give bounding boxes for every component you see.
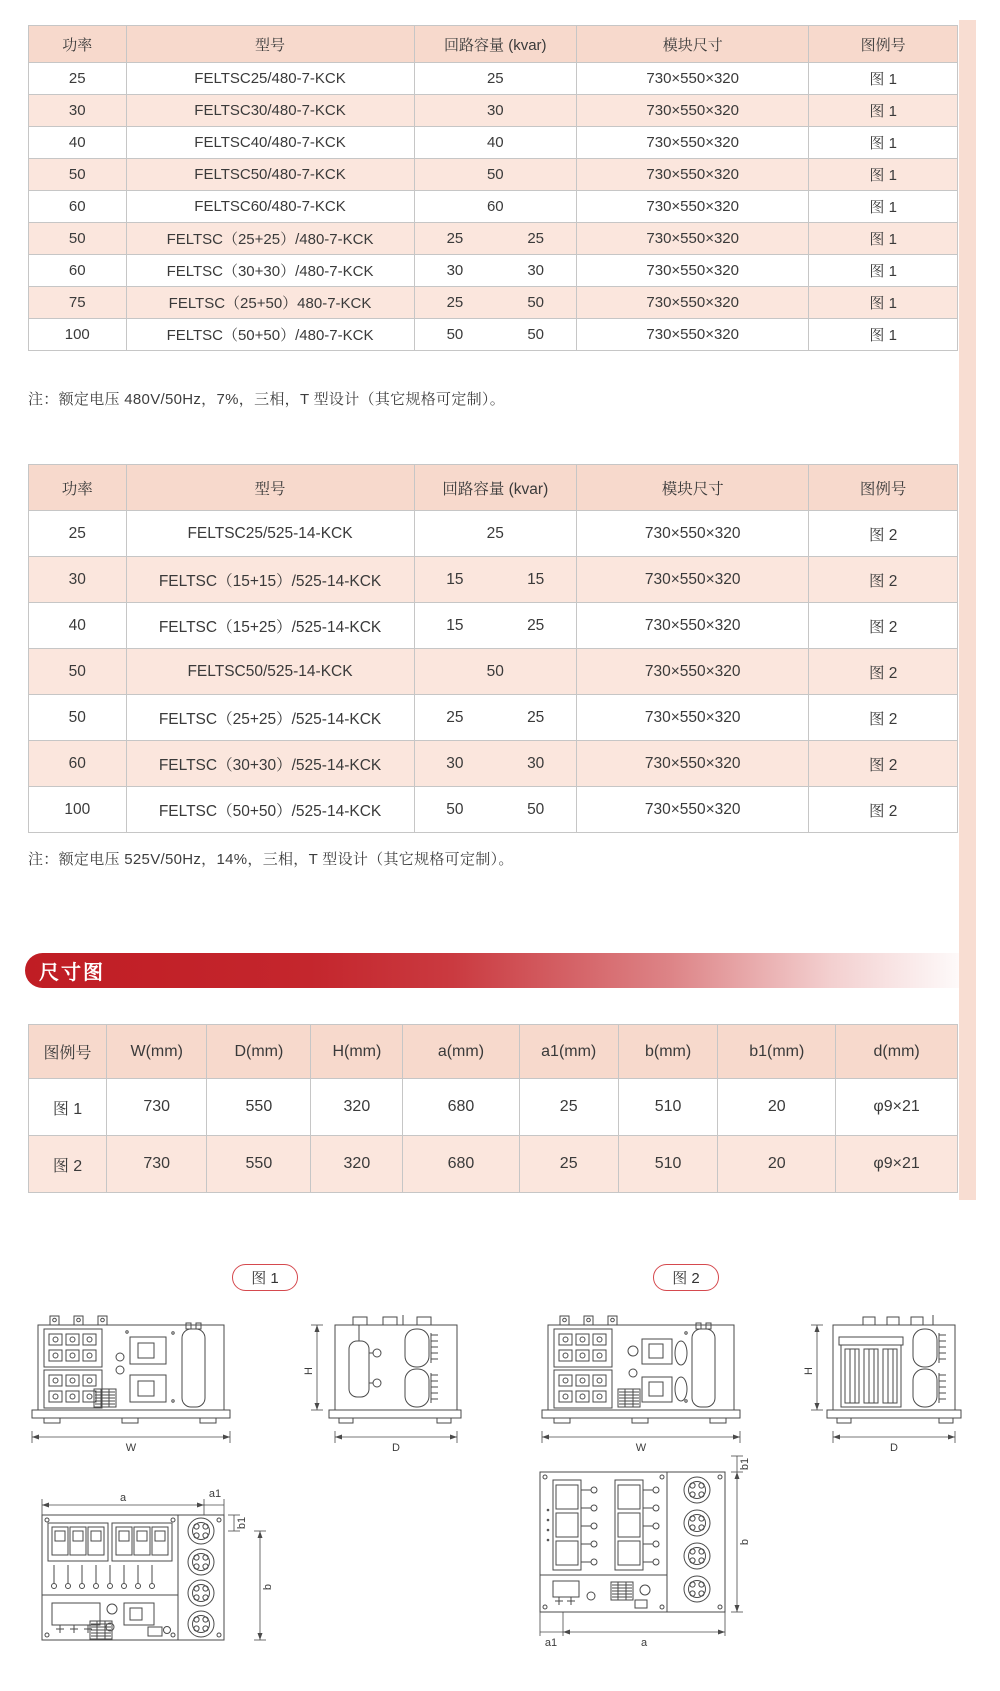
- capacity-cell: [414, 287, 577, 319]
- size-cell: 730×550×320: [577, 127, 809, 159]
- table-row: [29, 223, 958, 255]
- capacity-value: 25: [527, 230, 545, 247]
- dim-table-body: [29, 1079, 958, 1193]
- dim-value-cell: 510: [618, 1079, 717, 1136]
- table1-body: [29, 63, 958, 351]
- dim-label-b1: b1: [236, 1516, 248, 1530]
- capacity-value: 30: [446, 262, 464, 279]
- spec-table-480v: [28, 25, 958, 351]
- power-cell: 50: [29, 159, 127, 191]
- figure-cell: 图 2: [809, 695, 958, 741]
- note-525v: 注：额定电压 525V/50Hz，14%，三相，T 型设计（其它规格可定制）。: [28, 851, 514, 868]
- capacity-values: [415, 663, 577, 681]
- table-header-row: [29, 26, 958, 63]
- model-cell: FELTSC50/525-14-KCK: [126, 649, 414, 695]
- figure-cell: 图 2: [809, 603, 958, 649]
- capacity-cell: [414, 159, 577, 191]
- col-header-b1: b1(mm): [718, 1025, 836, 1079]
- col-header-a: a(mm): [403, 1025, 519, 1079]
- figure-cell: 图 1: [809, 63, 958, 95]
- capacity-value: 30: [527, 754, 545, 772]
- model-cell: FELTSC25/525-14-KCK: [126, 511, 414, 557]
- dim-value-cell: 730: [107, 1136, 207, 1193]
- capacity-values: [415, 70, 577, 87]
- dim-value-cell: 320: [311, 1079, 403, 1136]
- capacity-value: 30: [486, 102, 504, 119]
- fig2-front-view-drawing: [540, 1315, 755, 1455]
- col-header-dd: d(mm): [836, 1025, 958, 1079]
- size-cell: 730×550×320: [577, 511, 809, 557]
- page-edge-strip: [959, 20, 976, 1200]
- dim-value-cell: 730: [107, 1079, 207, 1136]
- power-cell: 40: [29, 127, 127, 159]
- size-cell: 730×550×320: [577, 287, 809, 319]
- fig2-side-view-drawing: [805, 1315, 975, 1455]
- size-cell: 730×550×320: [577, 741, 809, 787]
- power-cell: 100: [29, 319, 127, 351]
- capacity-cell: [414, 511, 577, 557]
- capacity-cell: [414, 63, 577, 95]
- model-cell: FELTSC（25+25）/480-7-KCK: [126, 223, 414, 255]
- figure1-label: 图 1: [251, 1270, 279, 1287]
- dim-label-h: H: [303, 1367, 315, 1375]
- col-header-capacity: 回路容量 (kvar): [414, 465, 577, 511]
- section-banner: [25, 953, 975, 988]
- capacity-value: 25: [486, 524, 504, 542]
- table-row: [29, 127, 958, 159]
- table-header-row: [29, 465, 958, 511]
- power-cell: 50: [29, 649, 127, 695]
- model-cell: FELTSC（25+25）/525-14-KCK: [126, 695, 414, 741]
- model-cell: FELTSC（15+15）/525-14-KCK: [126, 557, 414, 603]
- size-cell: 730×550×320: [577, 603, 809, 649]
- model-cell: FELTSC（15+25）/525-14-KCK: [126, 603, 414, 649]
- capacity-cell: [414, 223, 577, 255]
- capacity-cell: [414, 557, 577, 603]
- fig2-plan-view-drawing: [515, 1450, 775, 1655]
- size-cell: 730×550×320: [577, 255, 809, 287]
- capacity-values: [415, 262, 577, 279]
- dim-label-w: W: [635, 1442, 647, 1454]
- model-cell: FELTSC40/480-7-KCK: [126, 127, 414, 159]
- capacity-value: 50: [527, 800, 545, 818]
- capacity-value: 50: [486, 662, 504, 680]
- note-480v: 注：额定电压 480V/50Hz，7%，三相，T 型设计（其它规格可定制）。: [28, 391, 506, 408]
- table-row: [29, 63, 958, 95]
- capacity-cell: [414, 255, 577, 287]
- capacity-cell: [414, 649, 577, 695]
- col-header-figure: 图例号: [809, 26, 958, 63]
- dim-value-cell: 25: [519, 1136, 618, 1193]
- col-header-h: H(mm): [311, 1025, 403, 1079]
- col-header-size: 模块尺寸: [577, 465, 809, 511]
- table-row: [29, 287, 958, 319]
- col-header-capacity: 回路容量 (kvar): [414, 26, 577, 63]
- size-cell: 730×550×320: [577, 95, 809, 127]
- table-row: [29, 649, 958, 695]
- dim-value-cell: 20: [718, 1136, 836, 1193]
- capacity-values: [415, 166, 577, 183]
- figure-cell: 图 1: [809, 95, 958, 127]
- dim-label-d: D: [392, 1442, 400, 1454]
- capacity-values: [415, 102, 577, 119]
- dim-label-a1: a1: [544, 1637, 558, 1649]
- dim-label-h: H: [803, 1367, 815, 1375]
- capacity-values: [415, 571, 577, 589]
- col-header-power: 功率: [29, 26, 127, 63]
- capacity-value: 25: [446, 708, 464, 726]
- power-cell: 25: [29, 511, 127, 557]
- capacity-cell: [414, 127, 577, 159]
- model-cell: FELTSC（30+30）/480-7-KCK: [126, 255, 414, 287]
- figure-cell: 图 1: [809, 287, 958, 319]
- power-cell: 75: [29, 287, 127, 319]
- size-cell: 730×550×320: [577, 223, 809, 255]
- figure-cell: 图 2: [809, 649, 958, 695]
- capacity-cell: [414, 695, 577, 741]
- figure-cell: 图 1: [809, 223, 958, 255]
- dim-label-d: D: [890, 1442, 898, 1454]
- figure-ref-cell: 图 1: [29, 1079, 107, 1136]
- figure-cell: 图 1: [809, 127, 958, 159]
- capacity-values: [415, 709, 577, 727]
- capacity-values: [415, 617, 577, 635]
- model-cell: FELTSC30/480-7-KCK: [126, 95, 414, 127]
- fig1-front-view-drawing: [30, 1315, 245, 1455]
- capacity-value: 15: [446, 570, 464, 588]
- dimensions-table: [28, 1024, 958, 1193]
- capacity-values: [415, 134, 577, 151]
- table-row: [29, 319, 958, 351]
- col-header-figure: 图例号: [29, 1025, 107, 1079]
- model-cell: FELTSC（30+30）/525-14-KCK: [126, 741, 414, 787]
- dim-label-b1: b1: [739, 1457, 751, 1471]
- power-cell: 60: [29, 741, 127, 787]
- capacity-values: [415, 198, 577, 215]
- capacity-value: 15: [527, 570, 545, 588]
- figure-cell: 图 2: [809, 511, 958, 557]
- col-header-figure: 图例号: [809, 465, 958, 511]
- capacity-value: 30: [446, 754, 464, 772]
- size-cell: 730×550×320: [577, 319, 809, 351]
- table-row: [29, 603, 958, 649]
- col-header-size: 模块尺寸: [577, 26, 809, 63]
- technical-drawings: [0, 1300, 1000, 1691]
- dim-value-cell: 20: [718, 1079, 836, 1136]
- capacity-cell: [414, 95, 577, 127]
- capacity-value: 50: [527, 294, 545, 311]
- section-title: 尺寸图: [39, 962, 105, 984]
- dim-value-cell: 550: [207, 1136, 311, 1193]
- table-row: [29, 741, 958, 787]
- model-cell: FELTSC25/480-7-KCK: [126, 63, 414, 95]
- dim-label-b: b: [739, 1538, 751, 1546]
- dim-value-cell: φ9×21: [836, 1079, 958, 1136]
- figure1-label-pill: [232, 1264, 298, 1291]
- col-header-w: W(mm): [107, 1025, 207, 1079]
- power-cell: 50: [29, 223, 127, 255]
- capacity-value: 25: [527, 708, 545, 726]
- model-cell: FELTSC（50+50）/480-7-KCK: [126, 319, 414, 351]
- dim-table-header-row: [29, 1025, 958, 1079]
- col-header-power: 功率: [29, 465, 127, 511]
- capacity-value: 25: [486, 70, 504, 87]
- capacity-value: 40: [486, 134, 504, 151]
- power-cell: 100: [29, 787, 127, 833]
- capacity-value: 30: [527, 262, 545, 279]
- dim-value-cell: 25: [519, 1079, 618, 1136]
- figure2-label-pill: [653, 1264, 719, 1291]
- size-cell: 730×550×320: [577, 159, 809, 191]
- capacity-value: 50: [446, 326, 464, 343]
- dim-label-a: a: [640, 1637, 648, 1649]
- figure-cell: 图 1: [809, 159, 958, 191]
- dim-value-cell: 680: [403, 1079, 519, 1136]
- capacity-values: [415, 755, 577, 773]
- model-cell: FELTSC50/480-7-KCK: [126, 159, 414, 191]
- power-cell: 25: [29, 63, 127, 95]
- dim-label-a1: a1: [208, 1488, 222, 1500]
- power-cell: 30: [29, 95, 127, 127]
- model-cell: FELTSC（25+50）480-7-KCK: [126, 287, 414, 319]
- figure-cell: 图 1: [809, 319, 958, 351]
- figure2-label: 图 2: [672, 1270, 700, 1287]
- figure-cell: 图 1: [809, 255, 958, 287]
- col-header-model: 型号: [126, 465, 414, 511]
- dim-table-row: [29, 1079, 958, 1136]
- size-cell: 730×550×320: [577, 191, 809, 223]
- power-cell: 30: [29, 557, 127, 603]
- table-row: [29, 557, 958, 603]
- table-row: [29, 255, 958, 287]
- capacity-value: 25: [446, 230, 464, 247]
- size-cell: 730×550×320: [577, 787, 809, 833]
- table-row: [29, 695, 958, 741]
- table-row: [29, 511, 958, 557]
- capacity-cell: [414, 191, 577, 223]
- dim-table-row: [29, 1136, 958, 1193]
- size-cell: 730×550×320: [577, 695, 809, 741]
- figure-cell: 图 2: [809, 557, 958, 603]
- dim-label-a: a: [119, 1492, 127, 1504]
- size-cell: 730×550×320: [577, 63, 809, 95]
- fig1-plan-view-drawing: [28, 1475, 278, 1655]
- capacity-values: [415, 801, 577, 819]
- capacity-value: 60: [486, 198, 504, 215]
- size-cell: 730×550×320: [577, 649, 809, 695]
- size-cell: 730×550×320: [577, 557, 809, 603]
- dim-value-cell: φ9×21: [836, 1136, 958, 1193]
- model-cell: FELTSC60/480-7-KCK: [126, 191, 414, 223]
- figure-cell: 图 2: [809, 741, 958, 787]
- capacity-cell: [414, 741, 577, 787]
- figure-ref-cell: 图 2: [29, 1136, 107, 1193]
- figure-cell: 图 2: [809, 787, 958, 833]
- model-cell: FELTSC（50+50）/525-14-KCK: [126, 787, 414, 833]
- capacity-cell: [414, 787, 577, 833]
- power-cell: 50: [29, 695, 127, 741]
- fig1-side-view-drawing: [305, 1315, 480, 1455]
- power-cell: 60: [29, 255, 127, 287]
- table2-body: [29, 511, 958, 833]
- capacity-value: 25: [446, 294, 464, 311]
- col-header-b: b(mm): [618, 1025, 717, 1079]
- col-header-model: 型号: [126, 26, 414, 63]
- power-cell: 60: [29, 191, 127, 223]
- dim-value-cell: 320: [311, 1136, 403, 1193]
- table-row: [29, 787, 958, 833]
- figure-cell: 图 1: [809, 191, 958, 223]
- capacity-value: 15: [446, 616, 464, 634]
- capacity-cell: [414, 319, 577, 351]
- capacity-value: 25: [527, 616, 545, 634]
- col-header-a1: a1(mm): [519, 1025, 618, 1079]
- dim-label-w: W: [125, 1442, 137, 1454]
- capacity-values: [415, 294, 577, 311]
- capacity-value: 50: [446, 800, 464, 818]
- capacity-values: [415, 326, 577, 343]
- capacity-values: [415, 525, 577, 543]
- capacity-values: [415, 230, 577, 247]
- dim-value-cell: 680: [403, 1136, 519, 1193]
- table-row: [29, 159, 958, 191]
- spec-table-525v: [28, 464, 958, 833]
- table-row: [29, 191, 958, 223]
- dim-label-b: b: [262, 1583, 274, 1591]
- power-cell: 40: [29, 603, 127, 649]
- capacity-value: 50: [486, 166, 504, 183]
- col-header-d: D(mm): [207, 1025, 311, 1079]
- dim-value-cell: 550: [207, 1079, 311, 1136]
- table-row: [29, 95, 958, 127]
- dim-value-cell: 510: [618, 1136, 717, 1193]
- capacity-cell: [414, 603, 577, 649]
- capacity-value: 50: [527, 326, 545, 343]
